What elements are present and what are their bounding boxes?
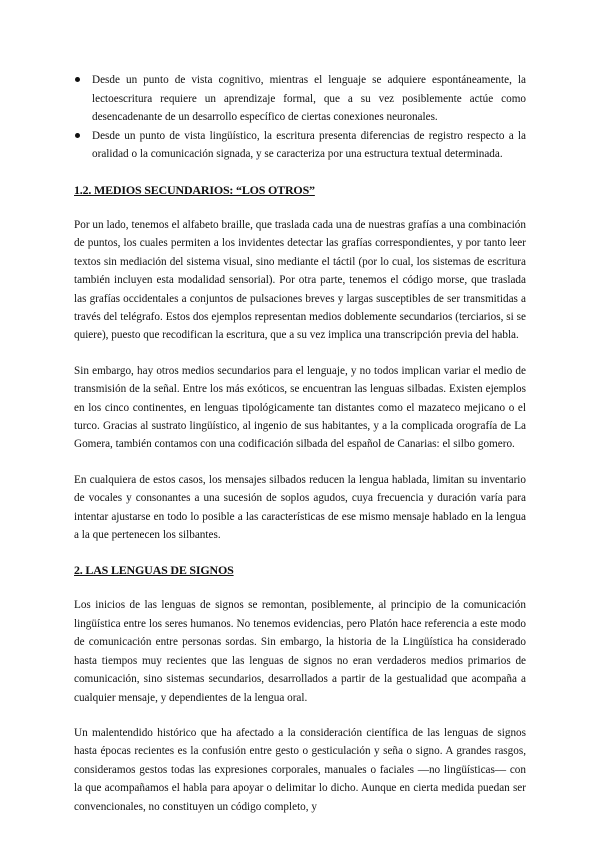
paragraph: Sin embargo, hay otros medios secundarios para el lenguaje, y no todos implican variar el medio de transmisión de la señal. Entre los más exóticos, se encuentran las lenguas silbadas. Existen ejemplos en los cinco continentes, en lenguas tipológicamente tan distantes como el mazateco mejicano o el turco. Gracias al sustrato lingüístico, al ingenio de sus habitantes, y a la complicada orografía de La Gomera, también contamos con una codificación silbada del español de Canarias: el silbo gomero. (74, 364, 526, 451)
bullet-list (74, 71, 526, 164)
section-heading-lenguas-de-signos: 2. LAS LENGUAS DE SIGNOS (74, 563, 234, 578)
list-item (74, 71, 526, 127)
section-heading-medios-secundarios: 1.2. MEDIOS SECUNDARIOS: “LOS OTROS” (74, 182, 315, 197)
paragraph: En cualquiera de estos casos, los mensajes silbados reducen la lengua hablada, limitan su inventario de vocales y consonantes a una sucesión de soplos agudos, cuya frecuencia y duración varía para intentar ajustarse en todo lo posible a las características de ese mismo mensaje hablado en la lengua a la que pertenecen los silbantes. (74, 473, 526, 542)
paragraph: Por un lado, tenemos el alfabeto braille, que traslada cada una de nuestras grafías a una combinación de puntos, los cuales permiten a los invidentes detectar las grafías correspondientes, y por tanto leer textos sin mediación del sistema visual, sino mediante el táctil (por lo cual, los sistemas de escritura también incluyen esta modalidad sensorial). Por otra parte, tenemos el código morse, que traslada las grafías occidentales a conjuntos de pulsaciones breves y largas susceptibles de ser transmitidas a través del telégrafo. Estos dos ejemplos representan medios doblemente secundarios (terciarios, si se quiere), puesto que recodifican la escritura, que a su vez implica una transcripción previa del habla. (74, 218, 526, 342)
bullet-icon (75, 133, 80, 138)
list-item (74, 127, 526, 164)
paragraph: Los inicios de las lenguas de signos se remontan, posiblemente, al principio de la comunicación lingüística entre los seres humanos. No tenemos evidencias, pero Platón hace referencia a este modo de comunicación entre personas sordas. Sin embargo, la historia de la Lingüística ha considerado hasta tiempos muy recientes que las lenguas de signos no eran verdaderos medios primarios de comunicación, sino sistemas secundarios, desarrollados a partir de la gestualidad que acompaña a cualquier mensaje, y dependientes de la lengua oral. (74, 599, 526, 704)
bullet-text: Desde un punto de vista lingüístico, la escritura presenta diferencias de registro respecto a la oralidad o la comunicación signada, y se caracteriza por una estructura textual determinada. (92, 129, 526, 161)
bullet-text: Desde un punto de vista cognitivo, mientras el lenguaje se adquiere espontáneamente, la lectoescritura requiere un aprendizaje formal, que a su vez posiblemente actúe como desencadenante de un desarrollo específico de ciertas conexiones neuronales. (92, 74, 526, 124)
paragraph: Un malentendido histórico que ha afectado a la consideración científica de las lenguas de signos hasta épocas recientes es la confusión entre gesto o gesticulación y seña o signo. A grandes rasgos, consideramos gestos todas las expresiones corporales, manuales o faciales —no lingüísticas— con la que acompañamos el habla para apoyar o delimitar lo dicho. Aunque en cierta medida puedan ser convencionales, no constituyen un código completo, y (74, 726, 526, 813)
bullet-icon (75, 77, 80, 82)
